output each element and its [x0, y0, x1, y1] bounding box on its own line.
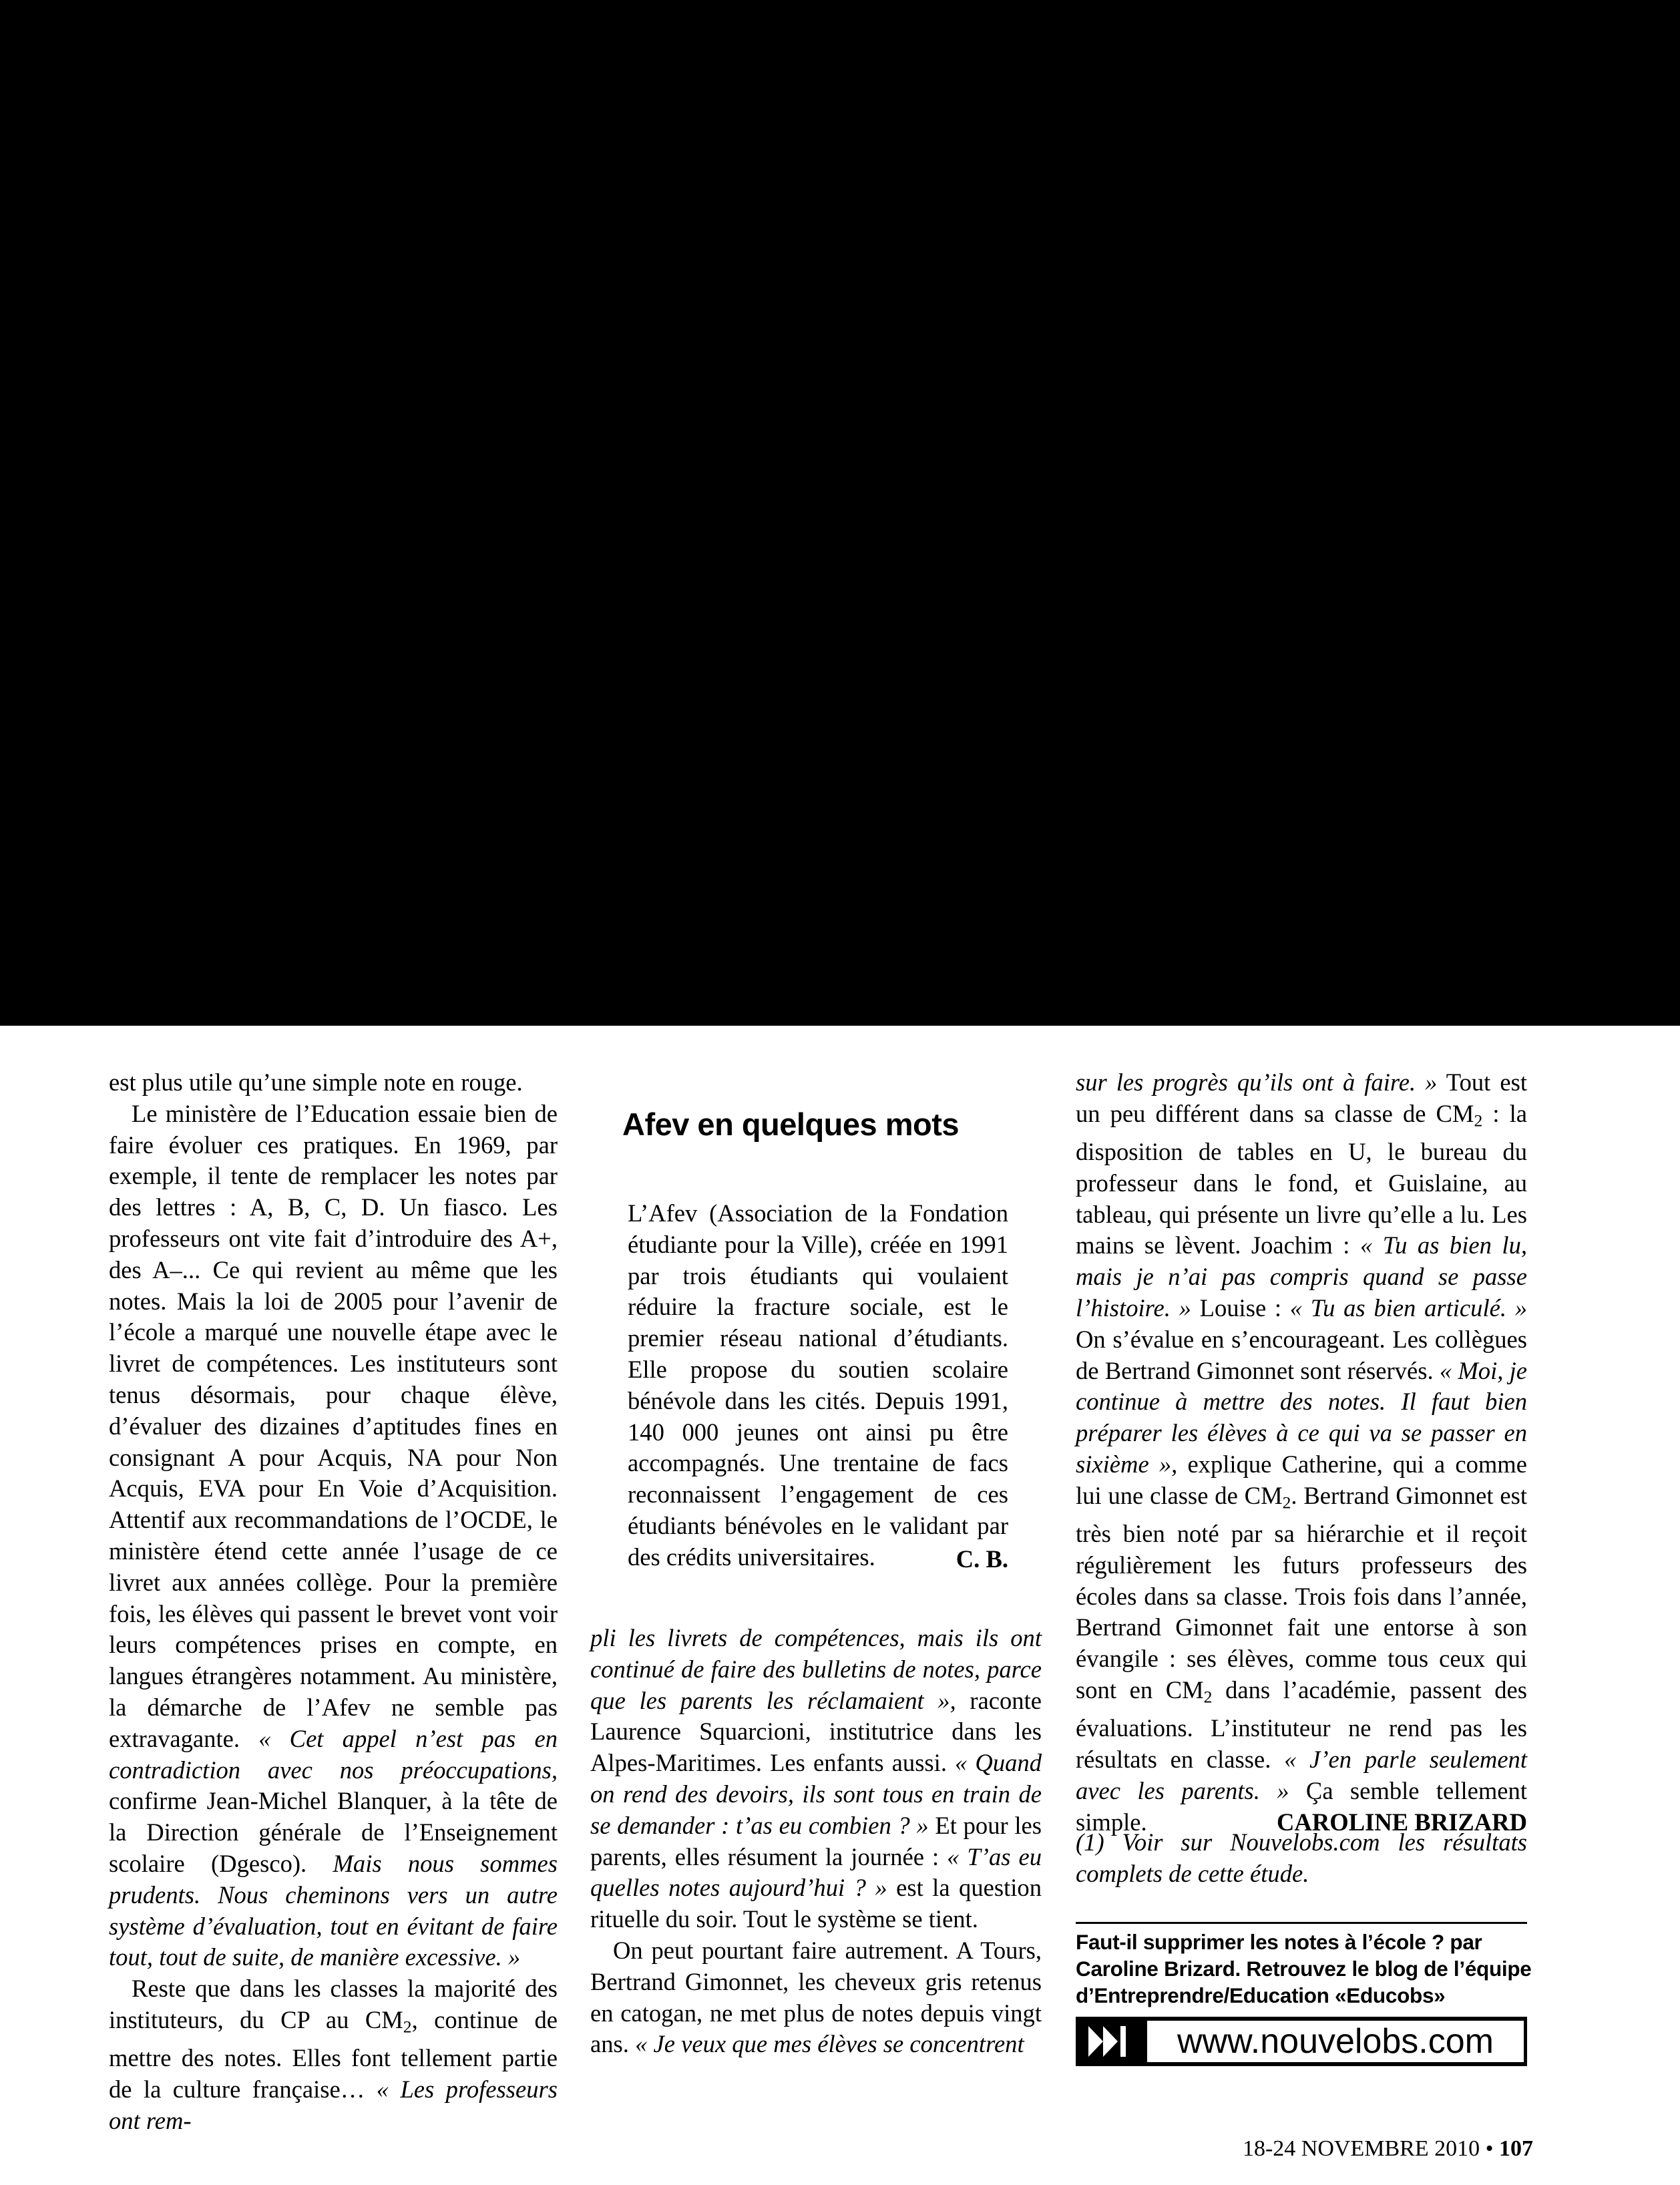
sidebar-box-title: Afev en quelques mots — [622, 1107, 959, 1142]
footnote: (1) Voir sur Nouvelobs.com les résultats complets de cette étude. — [1076, 1828, 1527, 1887]
article-column-3 — [1076, 1067, 1527, 1838]
promo-divider — [1076, 1922, 1527, 1924]
photo-area — [0, 0, 1680, 1026]
sidebar-box-signature: C. B. — [956, 1545, 1008, 1573]
promo-url-link[interactable]: www.nouvelobs.com — [1147, 2021, 1524, 2062]
paragraph: On peut pourtant faire autrement. A Tours, Bertrand Gimonnet, les cheveux gris retenus en catogan, ne met plus de notes depuis vingt ans. « Je veux que mes élèves se concentrent — [590, 1936, 1042, 2058]
paragraph: est plus utile qu’une simple note en rouge. — [109, 1068, 523, 1096]
author-byline: CAROLINE BRIZARD — [1277, 1808, 1527, 1836]
fast-forward-icon[interactable] — [1087, 2025, 1128, 2058]
promo-text: Faut-il supprimer les notes à l’école ? par Caroline Brizard. Retrouvez le blog de l’équipe d’Entreprendre/Education «Educobs» — [1076, 1930, 1532, 2007]
article-column-1 — [109, 1067, 558, 2136]
paragraph: Le ministère de l’Education essaie bien de faire évoluer ces pratiques. En 1969, par exemple, il tente de remplacer les notes par des lettres : A, B, C, D. Un fiasco. Les professeurs ont vite fait d’introduire des A+, des A–... Ce qui revient au même que les notes. Mais la loi de 2005 pour l’avenir de l’école a marqué une nouvelle étape avec le livret de compétences. Les instituteurs sont tenus désormais, pour chaque élève, d’évaluer des dizaines d’aptitudes fines en consignant A pour Acquis, NA pour Non Acquis, EVA pour En Voie d’Acquisition. Attentif aux recommandations de l’OCDE, le ministère étend cette année l’usage de ce livret aux années collège. Pour la première fois, les élèves qui passent le brevet vont voir leurs compétences prises en compte, en langues étrangères notamment. Au ministère, la démarche de l’Afev ne semble pas extravagante. « Cet appel n’est pas en contradiction avec nos préoccupations, confirme Jean-Michel Blanquer, à la tête de la Direction générale de l’Enseignement scolaire (Dgesco). Mais nous sommes prudents. Nous cheminons vers un autre système d’évaluation, tout en évitant de faire tout, tout de suite, de manière excessive. » — [109, 1099, 558, 1971]
article-column-2 — [590, 1623, 1042, 2060]
paragraph: sur les progrès qu’ils ont à faire. » Tout est un peu différent dans sa classe de $CM_2$ : la disposition de tables en U, le bureau du professeur dans le fond, et Guislaine, au tableau, qui présente un livre qu’elle a lu. Les mains se lèvent. Joachim : « Tu as bien lu, mais je n’ai pas compris quand se passe l’histoire. » Louise : « Tu as bien articulé. » On s’évalue en s’encourageant. Les collègues de Bertrand Gimonnet sont réservés. « Moi, je continue à mettre des notes. Il faut bien préparer les élèves à ce qui va se passer en sixième », explique Catherine, qui a comme lui une classe de $CM_2$. Bertrand Gimonnet est très bien noté par sa hiérarchie et il reçoit régulièrement les futurs professeurs des écoles dans sa classe. Trois fois dans l’année, Bertrand Gimonnet fait une entorse à son évangile : ses élèves, comme tous ceux qui sont en $CM_2$ dans l’académie, passent des évaluations. L’instituteur ne rend pas les résultats en classe. « J’en parle seulement avec les parents. » Ça semble tellement simple. CAROLINE BRIZARD — [1076, 1067, 1527, 1838]
page-folio: 18-24 NOVEMBRE 2010 • 107 — [1242, 2136, 1533, 2161]
paragraph: pli les livrets de compétences, mais ils ont continué de faire des bulletins de notes, parce que les parents les réclamaient », raconte Laurence Squarcioni, institutrice dans les Alpes-Maritimes. Les enfants aussi. « Quand on rend des devoirs, ils sont tous en train de se demander : t’as eu combien ? » Et pour les parents, elles résument la journée : « T’as eu quelles notes aujourd’hui ? » est la question rituelle du soir. Tout le système se tient. — [590, 1624, 1042, 1933]
sidebar-box-text: L’Afev (Association de la Fondation étudiante pour la Ville), créée en 1991 par trois étudiants qui voulaient réduire la fracture sociale, est le premier réseau national d’étudiants. Elle propose du soutien scolaire bénévole dans les cités. Depuis 1991, 140 000 jeunes ont ainsi pu être accompagnés. Une trentaine de facs reconnaissent l’engagement de ces étudiants bénévoles en le validant par des crédits universitaires. — [628, 1199, 1008, 1571]
paragraph: Reste que dans les classes la majorité des instituteurs, du CP au $CM_2$, continue de mettre des notes. Elles font tellement partie de la culture française… « Les professeurs ont rem- — [109, 1975, 558, 2134]
